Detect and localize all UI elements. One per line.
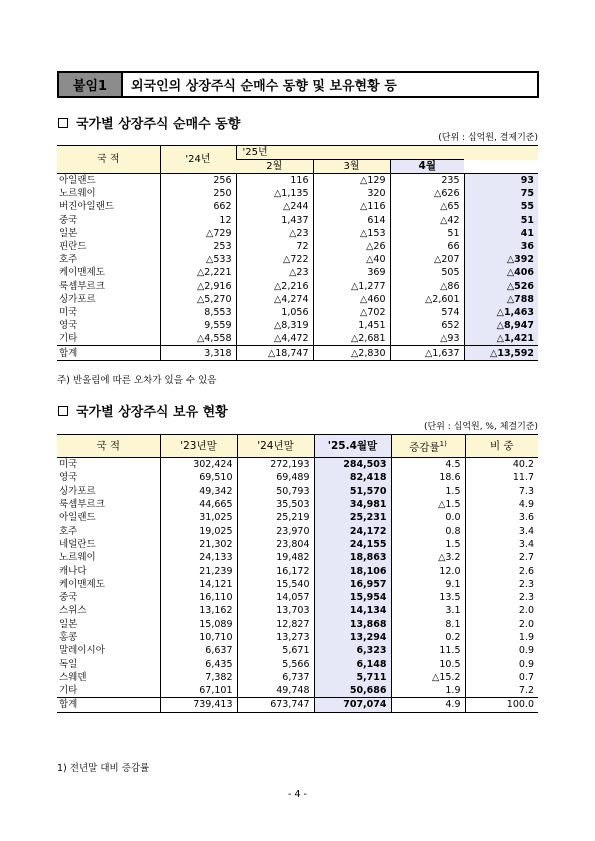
value-cell: 1.9: [465, 631, 538, 644]
value-cell: 18,863: [314, 551, 391, 564]
value-cell: 7.3: [465, 485, 538, 498]
value-cell: 707,074: [314, 698, 391, 712]
value-cell: △93: [390, 332, 464, 346]
country-cell: 일본: [59, 227, 78, 239]
value-cell: 21,302: [160, 538, 237, 551]
table-row: [57, 511, 538, 524]
country-cell: 합계: [57, 346, 160, 360]
value-cell: 25,231: [314, 511, 391, 524]
table-row: [57, 551, 538, 564]
value-cell: △13,592: [464, 346, 538, 360]
value-cell: 66: [390, 240, 464, 253]
value-cell: △722: [236, 253, 313, 266]
value-cell: △526: [464, 280, 538, 293]
table-row: [57, 524, 538, 537]
value-cell: 19,025: [160, 524, 237, 537]
value-cell: 93: [464, 174, 538, 188]
country-cell: 룩셈부르크: [59, 499, 105, 511]
value-cell: 51: [464, 214, 538, 227]
table-row: [57, 174, 538, 188]
net-purchase-table: [57, 145, 538, 361]
header-share: 비 중: [465, 435, 538, 458]
value-cell: △65: [390, 200, 464, 213]
value-cell: 0.7: [465, 671, 538, 684]
value-cell: 100.0: [465, 698, 538, 712]
value-cell: △626: [390, 187, 464, 200]
country-cell: 캐나다: [59, 565, 87, 577]
value-cell: 41: [464, 227, 538, 240]
value-cell: 2.7: [465, 551, 538, 564]
value-cell: 49,342: [160, 485, 237, 498]
value-cell: 3.1: [391, 604, 465, 617]
table-row: [57, 604, 538, 617]
header-2024-end: '24년말: [237, 435, 314, 458]
value-cell: △8,947: [464, 319, 538, 332]
table-row: [57, 280, 538, 293]
value-cell: 9.1: [391, 578, 465, 591]
value-cell: 12.0: [391, 564, 465, 577]
value-cell: 24,155: [314, 538, 391, 551]
value-cell: △2,221: [160, 266, 236, 279]
table-row: [57, 319, 538, 332]
value-cell: 19,482: [237, 551, 314, 564]
country-cell: 독일: [59, 658, 78, 670]
value-cell: 574: [390, 306, 464, 319]
value-cell: △788: [464, 293, 538, 306]
value-cell: 36: [464, 240, 538, 253]
value-cell: 15,089: [160, 618, 237, 631]
value-cell: 12: [160, 214, 236, 227]
header-feb: 2월: [236, 160, 313, 174]
value-cell: △729: [160, 227, 236, 240]
value-cell: 67,101: [160, 684, 237, 698]
value-cell: △2,601: [390, 293, 464, 306]
value-cell: △533: [160, 253, 236, 266]
value-cell: 13,703: [237, 604, 314, 617]
value-cell: 51,570: [314, 485, 391, 498]
value-cell: 14,121: [160, 578, 237, 591]
table-row: [57, 644, 538, 657]
value-cell: 5,671: [237, 644, 314, 657]
country-cell: 케이맨제도: [59, 267, 105, 279]
value-cell: 15,540: [237, 578, 314, 591]
value-cell: 16,110: [160, 591, 237, 604]
value-cell: 0.0: [391, 511, 465, 524]
country-cell: 영국: [59, 472, 78, 484]
section1-heading: [58, 113, 240, 132]
value-cell: 5,566: [237, 657, 314, 670]
value-cell: 7,382: [160, 671, 237, 684]
value-cell: △8,319: [236, 319, 313, 332]
value-cell: 284,503: [314, 458, 391, 472]
value-cell: 24,172: [314, 524, 391, 537]
table-row: [57, 671, 538, 684]
value-cell: △5,270: [160, 293, 236, 306]
value-cell: 2.3: [465, 578, 538, 591]
country-cell: 아일랜드: [59, 512, 96, 524]
table-row: [57, 187, 538, 200]
attachment-tag: 붙임1: [59, 73, 123, 96]
value-cell: 40.2: [465, 458, 538, 472]
header-2024: '24년: [160, 146, 236, 174]
value-cell: 6,323: [314, 644, 391, 657]
value-cell: 1.9: [391, 684, 465, 698]
value-cell: 0.8: [391, 524, 465, 537]
value-cell: 5,711: [314, 671, 391, 684]
value-cell: 7.2: [465, 684, 538, 698]
table-row: [57, 591, 538, 604]
value-cell: 250: [160, 187, 236, 200]
document-title: 외국인의 상장주식 순매수 동향 및 보유현황 등: [131, 79, 397, 94]
value-cell: 662: [160, 200, 236, 213]
value-cell: △2,216: [236, 280, 313, 293]
country-cell: 호주: [59, 525, 78, 537]
value-cell: △23: [236, 266, 313, 279]
value-cell: 51: [390, 227, 464, 240]
value-cell: 320: [313, 187, 390, 200]
table-row: [57, 618, 538, 631]
value-cell: △40: [313, 253, 390, 266]
value-cell: 0.9: [465, 657, 538, 670]
square-bullet-icon: [58, 406, 68, 416]
value-cell: 3.6: [465, 511, 538, 524]
value-cell: 23,970: [237, 524, 314, 537]
value-cell: △3.2: [391, 551, 465, 564]
value-cell: 24,133: [160, 551, 237, 564]
country-cell: 핀란드: [59, 241, 87, 253]
section2-heading: [58, 401, 228, 420]
value-cell: 14,134: [314, 604, 391, 617]
country-cell: 합계: [57, 698, 160, 712]
value-cell: 6,637: [160, 644, 237, 657]
value-cell: △86: [390, 280, 464, 293]
total-row: [57, 698, 538, 712]
value-cell: 1,056: [236, 306, 313, 319]
country-cell: 기타: [59, 685, 78, 697]
country-cell: 버진아일랜드: [59, 201, 115, 213]
value-cell: 235: [390, 174, 464, 188]
value-cell: △1,421: [464, 332, 538, 346]
header-mar: 3월: [313, 160, 390, 174]
country-cell: 영국: [59, 320, 78, 332]
table-row: [57, 214, 538, 227]
value-cell: 739,413: [160, 698, 237, 712]
value-cell: 3.4: [465, 538, 538, 551]
value-cell: 44,665: [160, 498, 237, 511]
value-cell: 8.1: [391, 618, 465, 631]
value-cell: △2,830: [313, 346, 390, 360]
header-2025: '25년: [236, 146, 538, 160]
value-cell: △460: [313, 293, 390, 306]
value-cell: 6,737: [237, 671, 314, 684]
square-bullet-icon: [58, 118, 68, 128]
value-cell: 23,804: [237, 538, 314, 551]
value-cell: 652: [390, 319, 464, 332]
header-2023-end: '23년말: [160, 435, 237, 458]
value-cell: 2.0: [465, 604, 538, 617]
country-cell: 네덜란드: [59, 538, 96, 550]
value-cell: △42: [390, 214, 464, 227]
value-cell: 1,451: [313, 319, 390, 332]
country-cell: 중국: [59, 214, 78, 226]
table-row: [57, 538, 538, 551]
value-cell: △392: [464, 253, 538, 266]
value-cell: △15.2: [391, 671, 465, 684]
value-cell: 505: [390, 266, 464, 279]
header-2025-apr-end: '25.4월말: [314, 435, 391, 458]
country-cell: 미국: [57, 458, 160, 472]
value-cell: 6,435: [160, 657, 237, 670]
value-cell: △153: [313, 227, 390, 240]
country-cell: 미국: [59, 306, 78, 318]
value-cell: 1.5: [391, 538, 465, 551]
value-cell: 256: [160, 174, 236, 188]
title-box: [57, 71, 539, 98]
table-row: [57, 306, 538, 319]
section1-heading-text: 국가별 상장주식 순매수 동향: [76, 117, 241, 132]
table-row: [57, 498, 538, 511]
value-cell: 49,748: [237, 684, 314, 698]
value-cell: 13,294: [314, 631, 391, 644]
value-cell: 18.6: [391, 471, 465, 484]
value-cell: 21,239: [160, 564, 237, 577]
value-cell: 302,424: [160, 458, 237, 472]
page-number: - 4 -: [288, 789, 307, 800]
country-cell: 싱가포르: [59, 293, 96, 305]
table-row: [57, 631, 538, 644]
country-cell: 싱가포르: [59, 485, 96, 497]
value-cell: △702: [313, 306, 390, 319]
total-row: [57, 346, 538, 360]
value-cell: 16,957: [314, 578, 391, 591]
section2-heading-text: 국가별 상장주식 보유 현황: [76, 405, 228, 420]
value-cell: 0.9: [465, 644, 538, 657]
table-row: [57, 564, 538, 577]
value-cell: 10.5: [391, 657, 465, 670]
table-row: [57, 200, 538, 213]
value-cell: 2.3: [465, 591, 538, 604]
value-cell: 75: [464, 187, 538, 200]
value-cell: 50,793: [237, 485, 314, 498]
value-cell: 13,868: [314, 618, 391, 631]
value-cell: 69,489: [237, 471, 314, 484]
value-cell: △4,274: [236, 293, 313, 306]
value-cell: 9,559: [160, 319, 236, 332]
value-cell: △2,681: [313, 332, 390, 346]
value-cell: 72: [236, 240, 313, 253]
value-cell: 6,148: [314, 657, 391, 670]
value-cell: 16,172: [237, 564, 314, 577]
table-row: [57, 332, 538, 346]
table-row: [57, 657, 538, 670]
country-cell: 노르웨이: [59, 188, 96, 200]
value-cell: 55: [464, 200, 538, 213]
value-cell: 50,686: [314, 684, 391, 698]
header-country: 국 적: [57, 435, 160, 458]
value-cell: 253: [160, 240, 236, 253]
value-cell: 13,162: [160, 604, 237, 617]
country-cell: 스위스: [59, 605, 87, 617]
value-cell: △1,135: [236, 187, 313, 200]
header-change-rate: [391, 435, 465, 458]
value-cell: 1,437: [236, 214, 313, 227]
table-row: [57, 485, 538, 498]
country-cell: 노르웨이: [59, 552, 96, 564]
value-cell: 8,553: [160, 306, 236, 319]
country-cell: 룩셈부르크: [59, 280, 105, 292]
value-cell: △1,277: [313, 280, 390, 293]
value-cell: △129: [313, 174, 390, 188]
value-cell: 4.9: [391, 698, 465, 712]
value-cell: 35,503: [237, 498, 314, 511]
value-cell: 69,510: [160, 471, 237, 484]
country-cell: 기타: [59, 333, 78, 345]
value-cell: 13.5: [391, 591, 465, 604]
table-row: [57, 293, 538, 306]
section1-unit: (단위 : 십억원, 결제기준): [438, 133, 538, 143]
value-cell: △4,558: [160, 332, 236, 346]
table-row: [57, 240, 538, 253]
table-row: [57, 227, 538, 240]
value-cell: △2,916: [160, 280, 236, 293]
value-cell: △244: [236, 200, 313, 213]
value-cell: 10,710: [160, 631, 237, 644]
value-cell: 12,827: [237, 618, 314, 631]
value-cell: △1.5: [391, 498, 465, 511]
value-cell: 25,219: [237, 511, 314, 524]
country-cell: 케이맨제도: [59, 578, 105, 590]
table-row: [57, 253, 538, 266]
section1-note: 주) 반올림에 따른 오차가 있을 수 있음: [57, 375, 217, 386]
value-cell: 15,954: [314, 591, 391, 604]
value-cell: △26: [313, 240, 390, 253]
value-cell: △4,472: [236, 332, 313, 346]
table-row: [57, 578, 538, 591]
country-cell: 아일랜드: [57, 174, 160, 188]
value-cell: 3,318: [160, 346, 236, 360]
value-cell: 11.7: [465, 471, 538, 484]
section2-note: 1) 전년말 대비 증감률: [57, 763, 150, 774]
value-cell: 18,106: [314, 564, 391, 577]
value-cell: 4.9: [465, 498, 538, 511]
section2-unit: (단위 : 십억원, %, 체결기준): [423, 422, 538, 432]
change-rate-label: 증감률: [409, 441, 440, 454]
value-cell: 2.6: [465, 564, 538, 577]
value-cell: △1,463: [464, 306, 538, 319]
value-cell: 3.4: [465, 524, 538, 537]
value-cell: 82,418: [314, 471, 391, 484]
value-cell: 614: [313, 214, 390, 227]
value-cell: 11.5: [391, 644, 465, 657]
value-cell: △406: [464, 266, 538, 279]
value-cell: 14,057: [237, 591, 314, 604]
header-apr: 4월: [390, 160, 464, 174]
table-row: [57, 471, 538, 484]
header-country: 국 적: [57, 146, 160, 174]
value-cell: 272,193: [237, 458, 314, 472]
value-cell: 673,747: [237, 698, 314, 712]
country-cell: 호주: [59, 254, 78, 266]
value-cell: △207: [390, 253, 464, 266]
value-cell: 34,981: [314, 498, 391, 511]
value-cell: △1,637: [390, 346, 464, 360]
value-cell: 116: [236, 174, 313, 188]
table-row: [57, 684, 538, 698]
value-cell: 0.2: [391, 631, 465, 644]
country-cell: 스웨덴: [59, 671, 87, 683]
country-cell: 홍콩: [59, 632, 78, 643]
value-cell: 13,273: [237, 631, 314, 644]
value-cell: △18,747: [236, 346, 313, 360]
country-cell: 중국: [59, 592, 78, 604]
country-cell: 일본: [59, 618, 78, 630]
holdings-table: [57, 434, 538, 713]
footnote-marker: 1): [439, 439, 447, 448]
value-cell: 369: [313, 266, 390, 279]
value-cell: 4.5: [391, 458, 465, 472]
table-row: [57, 458, 538, 472]
value-cell: △23: [236, 227, 313, 240]
value-cell: △116: [313, 200, 390, 213]
table-row: [57, 266, 538, 279]
value-cell: 1.5: [391, 485, 465, 498]
value-cell: 31,025: [160, 511, 237, 524]
value-cell: 2.0: [465, 618, 538, 631]
country-cell: 말레이시아: [59, 645, 105, 657]
